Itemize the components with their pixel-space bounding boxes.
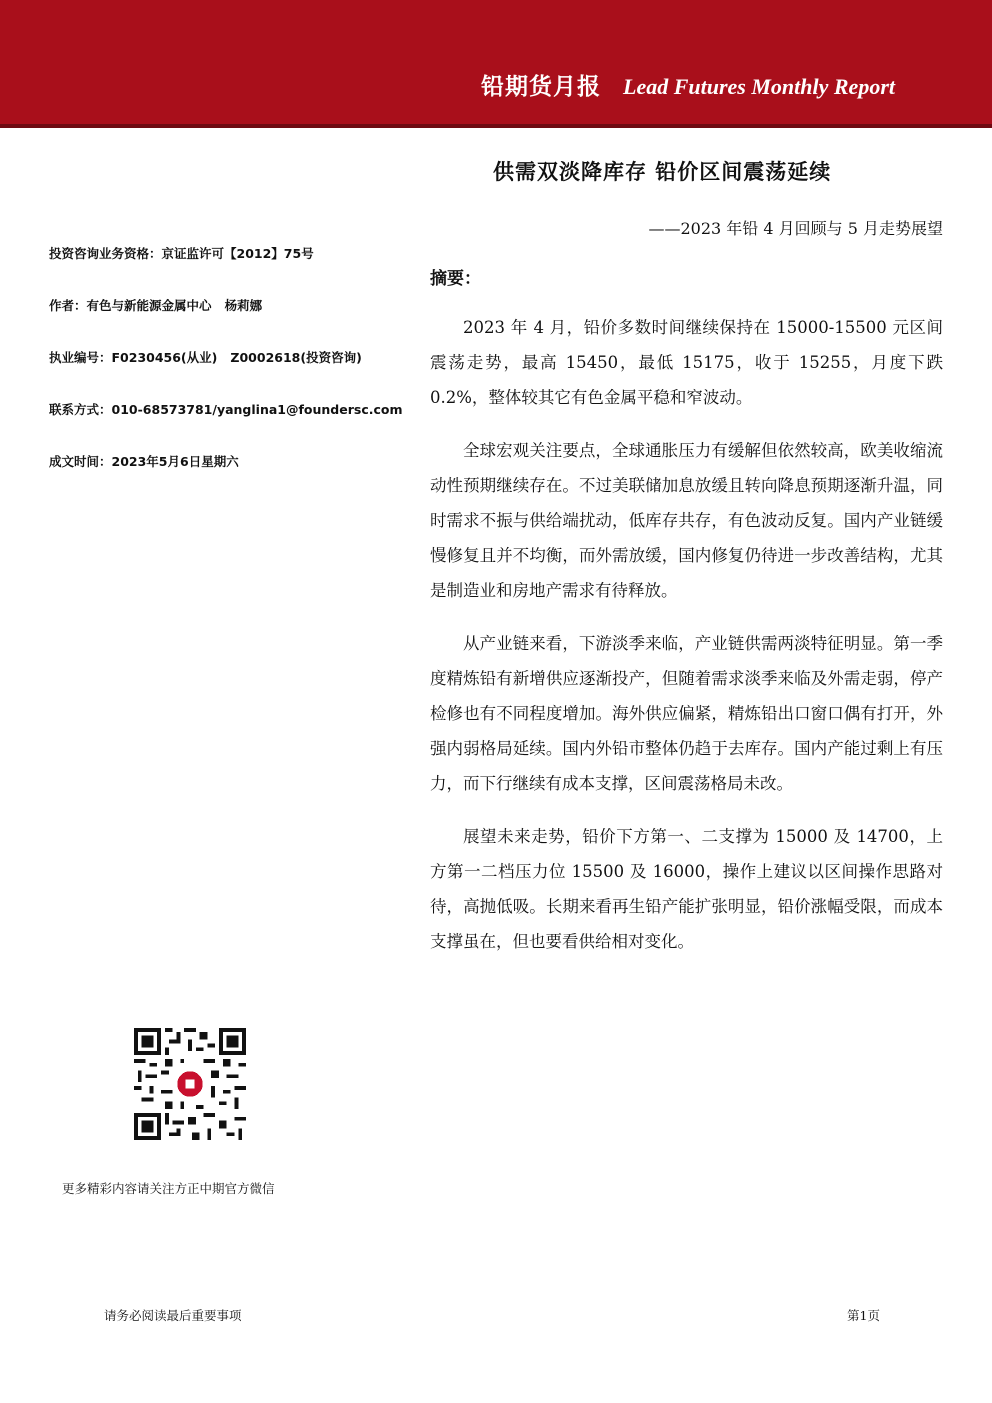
abstract-body	[430, 310, 943, 977]
meta-value: F0230456(从业) Z0002618(投资咨询)	[111, 350, 362, 365]
wechat-qr-code-icon	[134, 1028, 246, 1140]
report-title	[481, 68, 895, 101]
footer-notice: 请务必阅读最后重要事项	[104, 1308, 242, 1323]
sidebar-meta	[49, 244, 409, 504]
meta-value: 有色与新能源金属中心 杨莉娜	[86, 298, 263, 313]
abstract-paragraph: 全球宏观关注要点，全球通胀压力有缓解但依然较高，欧美收缩流动性预期继续存在。不过美联储加息放缓且转向降息预期逐渐升温，同时需求不振与供给端扰动，低库存共存，有色波动反复。国内产业链缓慢修复且并不均衡，而外需放缓，国内修复仍待进一步改善结构，尤其是制造业和房地产需求有待释放。	[430, 441, 943, 600]
header-banner	[0, 0, 992, 124]
page-number: 第1页	[847, 1308, 880, 1323]
meta-label: 执业编号：	[49, 350, 112, 365]
meta-label: 作者：	[49, 298, 87, 313]
abstract-paragraph: 2023 年 4 月，铅价多数时间继续保持在 15000-15500 元区间震荡走势，最高 15450，最低 15175，收于 15255，月度下跌 0.2%，整体较其它有色金属平稳和窄波动。	[430, 318, 943, 407]
report-title-cn: 铅期货月报	[481, 74, 602, 100]
meta-label: 投资咨询业务资格：	[49, 246, 162, 261]
meta-author	[49, 296, 409, 348]
report-title-en: Lead Futures Monthly Report	[623, 74, 895, 99]
meta-contact	[49, 400, 409, 452]
article-title: 供需双淡降库存 铅价区间震荡延续	[493, 160, 832, 184]
abstract-paragraph: 展望未来走势，铅价下方第一、二支撑为 15000 及 14700，上方第一二档压力位 15500 及 16000，操作上建议以区间操作思路对待，高抛低吸。长期来看再生铅产能扩张明显，铅价涨幅受限，而成本支撑虽在，但也要看供给相对变化。	[430, 827, 943, 951]
qr-caption: 更多精彩内容请关注方正中期官方微信	[62, 1181, 275, 1196]
meta-date	[49, 452, 409, 504]
abstract-heading: 摘要：	[430, 269, 481, 289]
meta-value: 010-68573781/yanglina1@foundersc.com	[111, 402, 403, 417]
meta-label: 联系方式：	[49, 402, 112, 417]
meta-qualification	[49, 244, 409, 296]
meta-value: 京证监许可【2012】75号	[161, 246, 314, 261]
meta-value: 2023年5月6日星期六	[111, 454, 239, 469]
meta-license	[49, 348, 409, 400]
article-subtitle: ——2023 年铅 4 月回顾与 5 月走势展望	[648, 219, 943, 238]
meta-label: 成文时间：	[49, 454, 112, 469]
abstract-paragraph: 从产业链来看，下游淡季来临，产业链供需两淡特征明显。第一季度精炼铅有新增供应逐渐投产，但随着需求淡季来临及外需走弱，停产检修也有不同程度增加。海外供应偏紧，精炼铅出口窗口偶有打开，外强内弱格局延续。国内外铅市整体仍趋于去库存。国内产能过剩上有压力，而下行继续有成本支撑，区间震荡格局未改。	[430, 634, 943, 793]
header-banner-shadow	[0, 124, 992, 128]
